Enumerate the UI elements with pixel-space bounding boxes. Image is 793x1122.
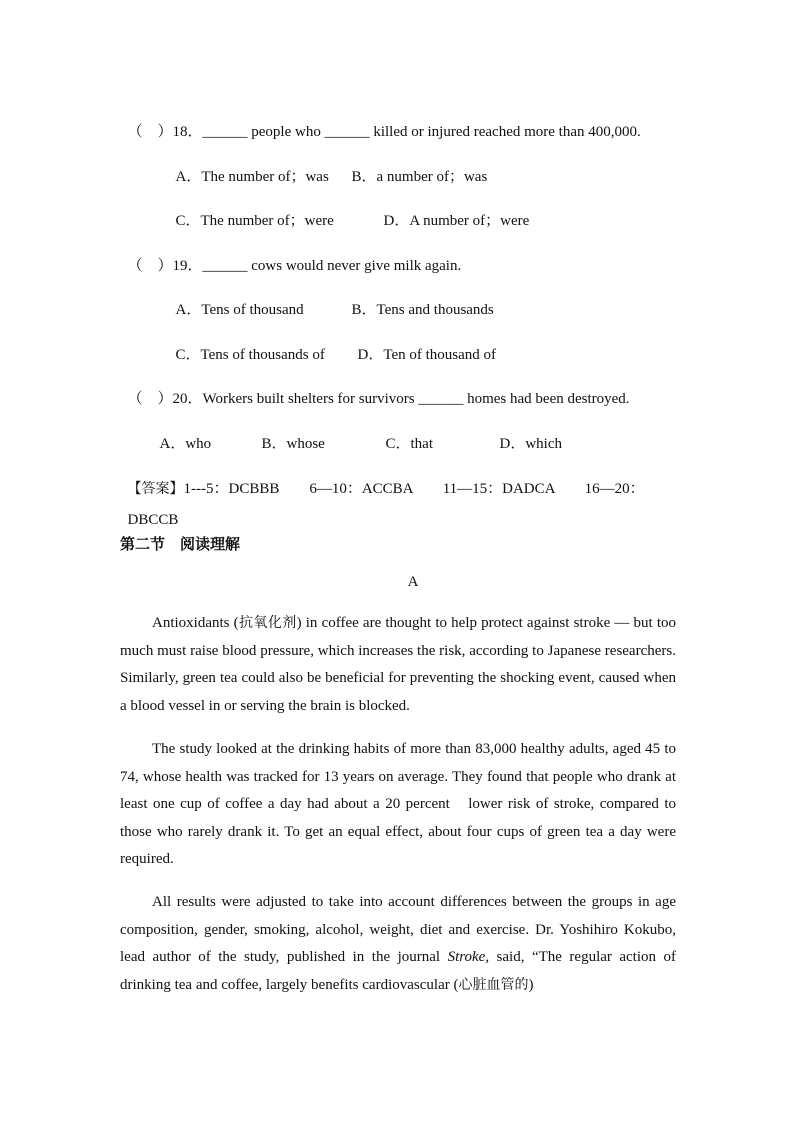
question-stem: Workers built shelters for survivors ______ homes had been destroyed.: [202, 391, 630, 407]
option-c: C．The number of；were: [175, 213, 334, 229]
question-stem: ______ cows would never give milk again.: [202, 258, 462, 274]
answer-line-2: DBCCB: [127, 512, 179, 528]
question-number: （ ）19．: [127, 258, 203, 274]
option-c: C．that: [385, 436, 433, 452]
answer-line-1: 1---5：DCBBB 6—10：ACCBA 11—15：DADCA 16—20：: [183, 481, 645, 497]
question-number: （ ）20．: [127, 391, 203, 407]
paragraph-text: All results were adjusted to take into account differences between the groups in age composition, gender, smoking, alcohol, weight, diet and exercise. Dr. Yoshihiro Kokubo, lead author of the study, published in the journal: [120, 894, 676, 966]
option-b: B．a number of；was: [351, 169, 488, 185]
option-c: C．Tens of thousands of: [175, 347, 325, 363]
paragraph-text: ): [528, 976, 534, 993]
question-19-options-row-1: [168, 280, 494, 320]
chinese-gloss: 心脏血管的: [458, 976, 529, 993]
option-d: D．A number of；were: [383, 213, 530, 229]
question-20: [120, 369, 630, 409]
option-d: D．which: [499, 436, 562, 452]
answer-key: [120, 459, 645, 499]
paragraph-text: said, “The regular action of drinking tea and coffee, largely benefits cardiovascular (: [120, 949, 676, 993]
question-stem: ______ people who ______ killed or injured reached more than 400,000.: [202, 124, 641, 140]
passage-paragraph-1: [120, 610, 676, 720]
paragraph-text: ) in coffee are thought to help protect against stroke — but too much must raise blood pressure, which increases the risk, according to Japanese researchers. Similarly, green tea could also be beneficial for preventing the shocking event, caused when a blood vessel in or serving the brain is blocked.: [120, 615, 676, 714]
option-d: D．Ten of thousand of: [357, 347, 497, 363]
passage-title: A: [407, 574, 419, 590]
option-a: A．Tens of thousand: [175, 302, 304, 318]
passage-paragraph-3: [120, 889, 676, 999]
answer-key-continued: [120, 490, 178, 530]
question-18-options-row-1: [168, 147, 487, 187]
question-18: [120, 102, 641, 142]
question-18-options-row-2: [168, 191, 529, 231]
option-b: B．Tens and thousands: [351, 302, 494, 318]
question-20-options: [152, 414, 562, 454]
option-b: B．whose: [261, 436, 325, 452]
question-number: （ ）18．: [127, 124, 203, 140]
question-19-options-row-2: [168, 325, 496, 365]
journal-name: Stroke,: [447, 949, 490, 966]
chinese-gloss: 抗氧化剂: [238, 615, 297, 631]
section-title: 第二节 阅读理解: [120, 535, 241, 553]
passage-paragraph-2: The study looked at the drinking habits of more than 83,000 healthy adults, aged 45 to 74, whose health was tracked for 13 years on average. They found that people who drank at least one cup of coffee a day had about a 20 percent lower risk of stroke, compared to those who rarely drank it. To get an equal effect, about four cups of green tea a day were required.: [120, 741, 676, 868]
answer-label: 【答案】: [127, 481, 184, 497]
paragraph-text: Antioxidants (: [152, 615, 239, 631]
option-a: A．The number of；was: [175, 169, 329, 185]
question-19: [120, 236, 461, 276]
option-a: A．who: [159, 436, 212, 452]
